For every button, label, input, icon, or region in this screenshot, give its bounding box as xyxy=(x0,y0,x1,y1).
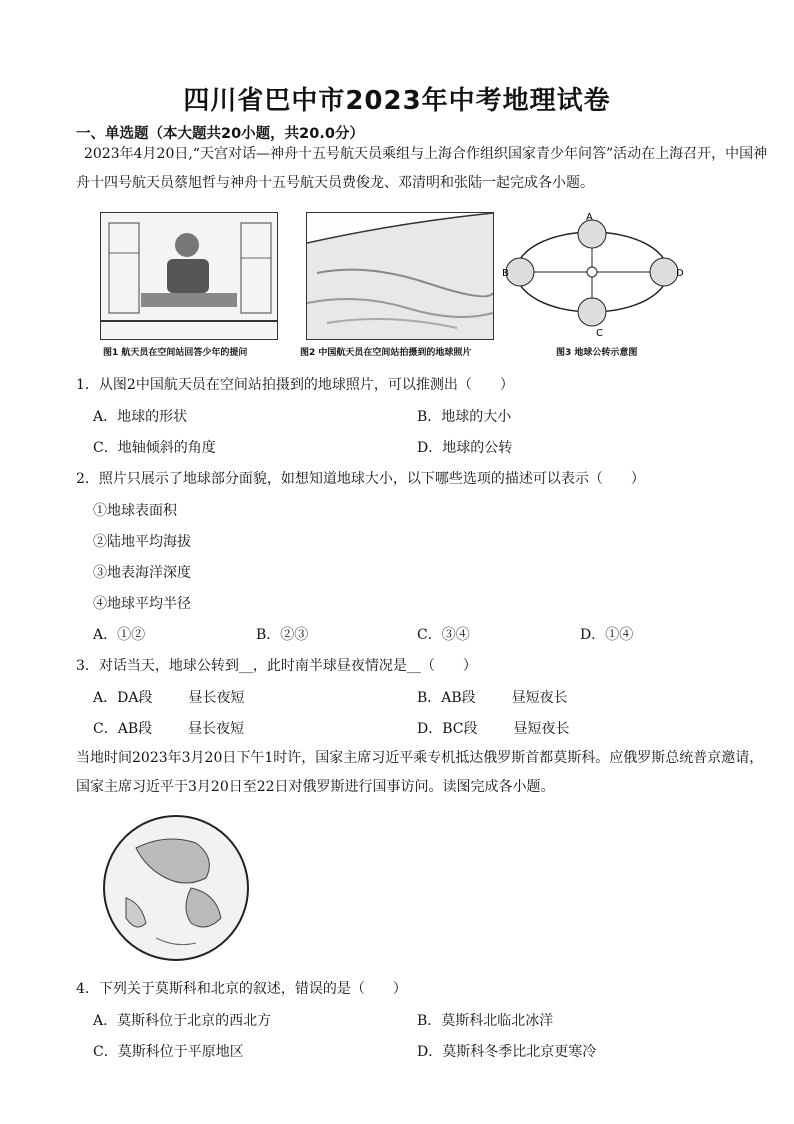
figure-3-orbit-diagram xyxy=(500,212,685,342)
question-4-option-d: D．莫斯科冬季比北京更寒冷 xyxy=(417,1044,597,1060)
question-2-option-a: A．①② xyxy=(93,627,146,643)
section-heading: 一、单选题（本大题共20小题，共20.0分） xyxy=(76,126,364,142)
orbit-label-d: D xyxy=(676,268,684,279)
question-2-option-b: B．②③ xyxy=(256,627,309,643)
question-1-option-c: C．地轴倾斜的角度 xyxy=(93,440,216,456)
figure-2-earth-photo xyxy=(306,212,494,340)
question-1-option-a: A．地球的形状 xyxy=(93,409,188,425)
intro-paragraph-2: 当地时间2023年3月20日下午1时许，国家主席习近平乘专机抵达俄罗斯首都莫斯科。应俄罗斯总统普京邀请，国家主席习近平于3月20日至22日对俄罗斯进行国事访问。读图完成各小题。 xyxy=(76,750,764,795)
question-3-option-c: C．AB段 昼长夜短 xyxy=(93,721,245,737)
question-4-option-a: A．莫斯科位于北京的西北方 xyxy=(93,1013,272,1029)
question-3-option-b: B．AB段 昼短夜长 xyxy=(417,690,568,706)
intro-paragraph-1: 2023年4月20日,“天宫对话—神舟十五号航天员乘组与上海合作组织国家青少年问答”活动在上海召开，中国神舟十四号航天员蔡旭哲与神舟十五号航天员费俊龙、邓清明和张陆一起完成各小题。 xyxy=(76,146,768,191)
question-1-option-d: D．地球的公转 xyxy=(417,440,513,456)
question-1-option-b: B．地球的大小 xyxy=(417,409,512,425)
exam-title: 四川省巴中市2023年中考地理试卷 xyxy=(183,86,611,116)
question-3-option-d: D．BC段 昼短夜长 xyxy=(417,721,570,737)
figure-1-caption: 图1 航天员在空间站回答少年的提问 xyxy=(103,348,248,358)
figure-3-caption: 图3 地球公转示意图 xyxy=(556,348,638,358)
question-2-item-3: ③地表海洋深度 xyxy=(93,565,191,581)
orbit-label-a: A xyxy=(586,212,593,223)
question-2-item-4: ④地球平均半径 xyxy=(93,596,191,612)
orbit-label-b: B xyxy=(502,268,509,279)
figure-1-illustration xyxy=(101,213,277,339)
question-2-option-c: C．③④ xyxy=(417,627,470,643)
globe-map-image xyxy=(96,808,261,968)
question-2-option-d: D．①④ xyxy=(580,627,634,643)
question-4-option-b: B．莫斯科北临北冰洋 xyxy=(417,1013,554,1029)
question-4-option-c: C．莫斯科位于平原地区 xyxy=(93,1044,244,1060)
question-3-stem: 3．对话当天，地球公转到__，此时南半球昼夜情况是__（ ） xyxy=(76,658,477,674)
figure-1-astronaut-image xyxy=(100,212,278,340)
figure-2-illustration xyxy=(307,213,493,339)
question-1-stem: 1．从图2中国航天员在空间站拍摄到的地球照片，可以推测出（ ） xyxy=(76,377,514,393)
figure-2-caption: 图2 中国航天员在空间站拍摄到的地球照片 xyxy=(300,348,472,358)
question-3-option-a: A．DA段 昼长夜短 xyxy=(93,690,245,706)
question-4-stem: 4．下列关于莫斯科和北京的叙述，错误的是（ ） xyxy=(76,981,407,997)
question-2-item-2: ②陆地平均海拔 xyxy=(93,534,191,550)
orbit-label-c: C xyxy=(596,328,603,339)
question-2-item-1: ①地球表面积 xyxy=(93,503,177,519)
question-2-stem: 2．照片只展示了地球部分面貌，如想知道地球大小，以下哪些选项的描述可以表示（ ） xyxy=(76,471,645,487)
